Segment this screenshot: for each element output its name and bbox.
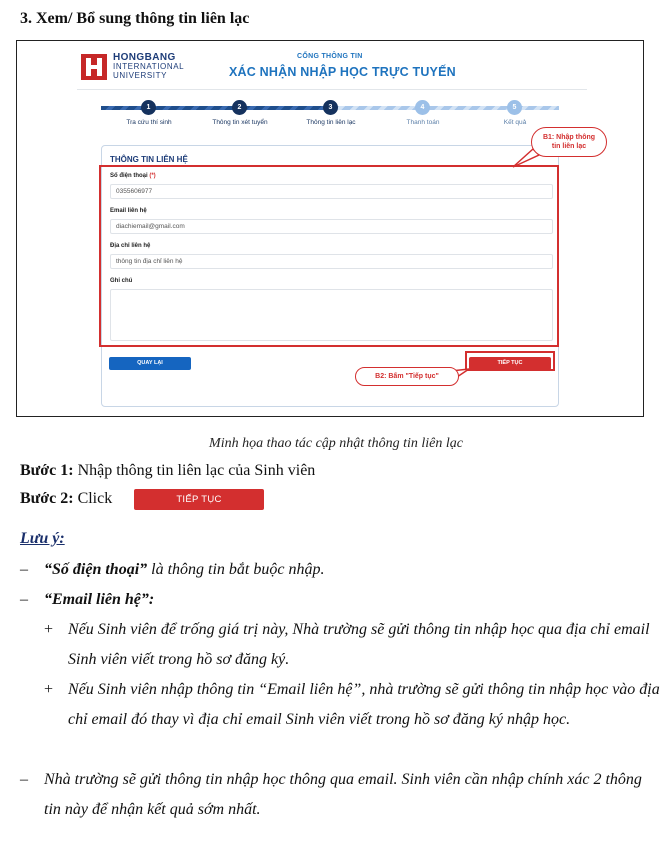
step-4-label: Thanh toán (406, 119, 440, 126)
note-item-email-delivery: – Nhà trường sẽ gửi thông tin nhập học thông qua email. Sinh viên cần nhập chính xác 2 thông tin này để nhận kết quả sớm nhất. (20, 771, 642, 818)
note-item-phone: – “Số điện thoại” là thông tin bắt buộc nhập. (20, 561, 325, 578)
back-button[interactable]: QUAY LẠI (109, 357, 191, 370)
step-3-dot[interactable]: 3 (323, 100, 338, 115)
instruction-step-1: Bước 1: Nhập thông tin liên lạc của Sinh viên (20, 462, 316, 479)
step-5-label: Kết quả (503, 119, 527, 126)
form-highlight-box (99, 165, 559, 347)
university-logo (81, 53, 184, 80)
note-item-email: – “Email liên hệ”: (20, 591, 155, 608)
note-label: Ghi chú (110, 278, 133, 284)
callout-1-line-2: tin liên lạc (551, 143, 587, 150)
progress-stepper (17, 99, 644, 129)
logo-name: HONGBANG (113, 52, 176, 63)
section-heading: 3. Xem/ Bổ sung thông tin liên lạc (20, 10, 250, 27)
phone-label: Số điện thoại (*) (110, 173, 156, 179)
callout-1-line-1: B1: Nhập thông (542, 134, 596, 141)
card-title: THÔNG TIN LIÊN HỆ (110, 155, 188, 164)
step-5-dot: 5 (507, 100, 522, 115)
step-1-dot[interactable]: 1 (141, 100, 156, 115)
note-subitem-empty-email: + Nếu Sinh viên để trống giá trị này, Nhà trường sẽ gửi thông tin nhập học qua địa chỉ email Sinh viên viết trong hồ sơ đăng ký. (44, 621, 650, 668)
step-3-label: Thông tin liên lạc (306, 119, 356, 126)
portal-label: CỔNG THÔNG TIN (297, 53, 363, 60)
figure-caption: Minh họa thao tác cập nhật thông tin liên lạc (209, 436, 463, 451)
portal-title: XÁC NHẬN NHẬP HỌC TRỰC TUYẾN (229, 65, 456, 79)
address-input[interactable]: thông tin địa chỉ liên hệ (110, 254, 553, 269)
next-highlight-box (465, 351, 555, 371)
step-2-label: Thông tin xét tuyển (212, 119, 268, 126)
phone-input[interactable]: 0355606977 (110, 184, 553, 199)
stepper-track-todo (331, 106, 559, 110)
step-2-dot[interactable]: 2 (232, 100, 247, 115)
logo-subtitle-2: UNIVERSITY (113, 71, 168, 80)
note-subitem-filled-email: + Nếu Sinh viên nhập thông tin “Email liên hệ”, nhà trường sẽ gửi thông tin nhập học vào địa chỉ email đó thay vì địa chỉ email Sinh viên viết trong hồ sơ đăng ký nhập học. (44, 681, 660, 728)
hiu-logo-icon (81, 54, 107, 80)
step-4-dot: 4 (415, 100, 430, 115)
note-title: Lưu ý: (20, 530, 65, 547)
logo-subtitle-1: INTERNATIONAL (113, 62, 185, 71)
step-1-label: Tra cứu thí sinh (126, 119, 172, 126)
email-input[interactable]: diachiemail@gmail.com (110, 219, 553, 234)
instruction-step-2: Bước 2: Click (20, 490, 113, 507)
stepper-track-done (101, 106, 331, 110)
screenshot-figure (16, 40, 644, 417)
header-divider (77, 89, 587, 90)
address-label: Địa chỉ liên hệ (110, 243, 151, 249)
next-button[interactable]: TIẾP TỤC (469, 357, 551, 370)
email-label: Email liên hệ (110, 208, 147, 214)
callout-step-1 (531, 127, 607, 157)
inline-next-button: TIẾP TỤC (134, 489, 264, 510)
callout-step-2: B2: Bấm "Tiếp tục" (355, 367, 459, 386)
required-marker: (*) (149, 173, 156, 179)
